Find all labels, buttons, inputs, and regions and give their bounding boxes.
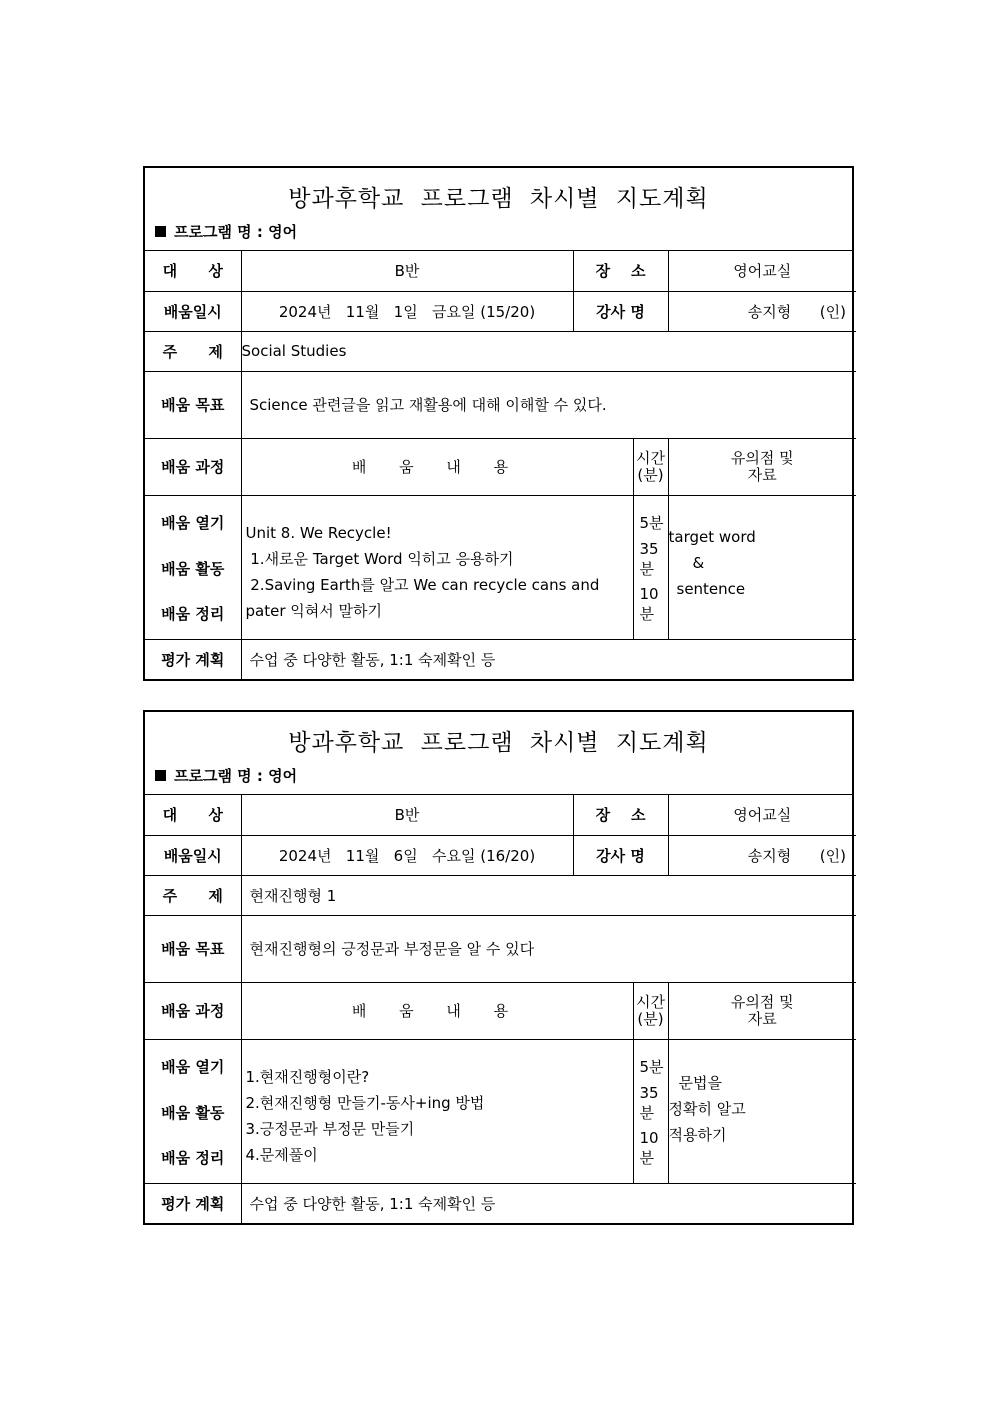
stages-cell [145, 1039, 241, 1183]
topic-label: 주 제 [145, 875, 241, 915]
time-header-line-1: 시간 [636, 992, 665, 1011]
time-activity: 35분 [639, 1083, 659, 1122]
date-label: 배움일시 [145, 291, 241, 331]
content-cell [241, 495, 633, 639]
notes-header-line-2: 자료 [747, 1009, 777, 1028]
teacher-label: 강사 명 [573, 291, 668, 331]
program-name-text: 프로그램 명 : 영어 [174, 223, 298, 241]
notes-cell [668, 1039, 856, 1183]
goal-label: 배움 목표 [145, 371, 241, 438]
lesson-plan-1 [143, 166, 854, 681]
note-line: 문법을 [678, 1074, 722, 1092]
eval-value: 수업 중 다양한 활동, 1:1 숙제확인 등 [241, 639, 856, 679]
square-bullet-icon [155, 770, 166, 781]
note-line: sentence [676, 580, 746, 598]
notes-header [668, 438, 856, 495]
times-cell [633, 495, 668, 639]
time-opening: 5분 [639, 514, 664, 532]
notes-header-line-1: 유의점 및 [730, 448, 794, 467]
target-value: B반 [241, 251, 573, 291]
square-bullet-icon [155, 226, 166, 237]
teacher-value: 송지형 (인) [668, 835, 856, 875]
content-line: 4.문제풀이 [245, 1146, 318, 1164]
content-line: 2.Saving Earth를 알고 We can recycle cans and [245, 576, 600, 594]
content-line: 2.현재진행형 만들기-동사+ing 방법 [245, 1094, 485, 1112]
target-label: 대 상 [145, 795, 241, 835]
topic-label: 주 제 [145, 331, 241, 371]
program-name [155, 765, 297, 786]
plan-table [145, 795, 856, 1223]
stage-closing: 배움 정리 [161, 605, 225, 623]
process-label: 배움 과정 [145, 982, 241, 1039]
goal-value: 현재진행형의 긍정문과 부정문을 알 수 있다 [241, 915, 856, 982]
content-line: 3.긍정문과 부정문 만들기 [245, 1120, 415, 1138]
topic-value: 현재진행형 1 [241, 875, 856, 915]
time-header [633, 438, 668, 495]
eval-label: 평가 계획 [145, 1183, 241, 1223]
plan-title: 방과후학교 프로그램 차시별 지도계획 [288, 730, 709, 756]
time-activity: 35분 [639, 539, 659, 578]
target-value: B반 [241, 795, 573, 835]
plan-header [145, 712, 852, 795]
note-line: 정확히 알고 [668, 1100, 746, 1118]
date-label: 배움일시 [145, 835, 241, 875]
notes-header-line-1: 유의점 및 [730, 992, 794, 1011]
time-closing: 10분 [639, 1129, 659, 1167]
notes-header [668, 982, 856, 1039]
process-label: 배움 과정 [145, 438, 241, 495]
time-header-line-2: (분) [637, 1009, 664, 1028]
lesson-plan-2 [143, 710, 854, 1225]
eval-value: 수업 중 다양한 활동, 1:1 숙제확인 등 [241, 1183, 856, 1223]
stage-activity: 배움 활동 [161, 1103, 225, 1122]
notes-header-line-2: 자료 [747, 465, 777, 484]
stage-opening: 배움 열기 [161, 514, 225, 532]
program-name-text: 프로그램 명 : 영어 [174, 767, 298, 785]
eval-label: 평가 계획 [145, 639, 241, 679]
stage-activity: 배움 활동 [161, 559, 225, 578]
note-line: target word [668, 528, 756, 546]
times-cell [633, 1039, 668, 1183]
content-line: 1.새로운 Target Word 익히고 응용하기 [245, 550, 514, 568]
teacher-label: 강사 명 [573, 835, 668, 875]
plan-header [145, 168, 852, 251]
place-label: 장 소 [573, 795, 668, 835]
date-value: 2024년 11월 1일 금요일 (15/20) [241, 291, 573, 331]
notes-cell [668, 495, 856, 639]
teacher-value: 송지형 (인) [668, 291, 856, 331]
goal-label: 배움 목표 [145, 915, 241, 982]
note-line: 적용하기 [668, 1126, 727, 1144]
stages-cell [145, 495, 241, 639]
target-label: 대 상 [145, 251, 241, 291]
place-label: 장 소 [573, 251, 668, 291]
time-closing: 10분 [639, 585, 659, 623]
note-line: & [692, 554, 705, 572]
content-line: 1.현재진행형이란? [245, 1068, 370, 1086]
plan-table [145, 251, 856, 679]
date-value: 2024년 11월 6일 수요일 (16/20) [241, 835, 573, 875]
content-cell [241, 1039, 633, 1183]
program-name [155, 221, 297, 242]
plan-title: 방과후학교 프로그램 차시별 지도계획 [288, 186, 709, 212]
place-value: 영어교실 [668, 795, 856, 835]
time-header [633, 982, 668, 1039]
time-header-line-1: 시간 [636, 448, 665, 467]
stage-closing: 배움 정리 [161, 1149, 225, 1167]
content-header: 배 움 내 용 [241, 438, 633, 495]
content-line: pater 익혀서 말하기 [245, 602, 382, 620]
stage-opening: 배움 열기 [161, 1058, 225, 1076]
time-opening: 5분 [639, 1058, 664, 1076]
content-header: 배 움 내 용 [241, 982, 633, 1039]
content-line: Unit 8. We Recycle! [245, 524, 392, 542]
place-value: 영어교실 [668, 251, 856, 291]
goal-value: Science 관련글을 읽고 재활용에 대해 이해할 수 있다. [241, 371, 856, 438]
time-header-line-2: (분) [637, 465, 664, 484]
topic-value: Social Studies [241, 331, 856, 371]
